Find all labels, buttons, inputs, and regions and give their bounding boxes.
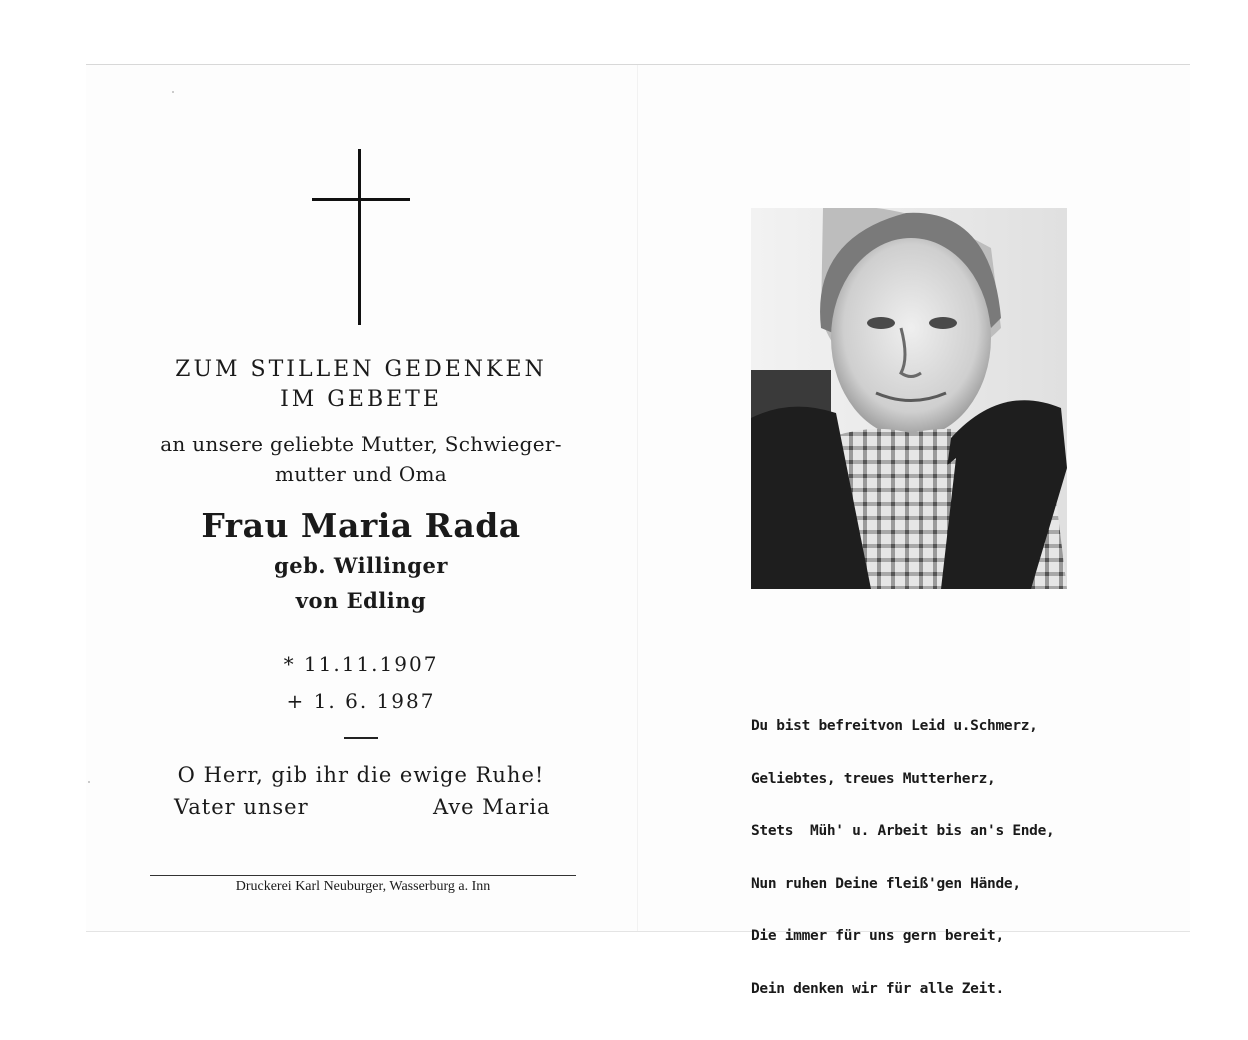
dedication	[146, 429, 576, 489]
deceased-name: Frau Maria Rada	[201, 506, 521, 545]
poem-line: Dein denken wir für alle Zeit.	[751, 980, 1004, 997]
poem-line: Die immer für uns gern bereit,	[751, 928, 1004, 944]
divider-dash	[344, 737, 378, 739]
poem-line: Geliebtes, treues Mutterherz,	[751, 770, 996, 787]
cross-icon	[358, 149, 361, 325]
memorial-card	[86, 64, 1190, 997]
heading-line-1: ZUM STILLEN GEDENKEN	[175, 357, 547, 382]
dedication-line-1: an unsere geliebte Mutter, Schwieger-	[160, 432, 562, 456]
poem-line: Du bist befreitvon Leid u.Schmerz,	[751, 718, 1038, 734]
cross-icon-bar	[312, 198, 410, 201]
prayer-line: O Herr, gib ihr die ewige Ruhe!	[177, 763, 545, 787]
memorial-heading	[146, 355, 576, 415]
printer-credit: Druckerei Karl Neuburger, Wasserburg a. Inn	[235, 879, 491, 894]
birth-name: geb. Willinger	[274, 553, 448, 578]
prayer-ave-maria: Ave Maria	[433, 795, 551, 819]
card-fold	[637, 65, 638, 931]
paper-speck	[172, 91, 174, 93]
poem-line: Nun ruhen Deine fleiß'gen Hände,	[751, 875, 1021, 892]
poem-verse	[751, 683, 1131, 1033]
death-date: + 1. 6. 1987	[286, 689, 436, 713]
birth-date: * 11.11.1907	[283, 652, 439, 676]
prayer-vater-unser: Vater unser	[174, 795, 309, 819]
poem-line: Stets Müh' u. Arbeit bis an's Ende,	[751, 823, 1055, 839]
paper-speck	[88, 781, 90, 783]
heading-line-2: IM GEBETE	[280, 387, 442, 412]
origin-place: von Edling	[295, 588, 427, 613]
dedication-line-2: mutter und Oma	[274, 462, 448, 486]
portrait-photo	[751, 208, 1067, 589]
printer-rule	[150, 875, 576, 876]
